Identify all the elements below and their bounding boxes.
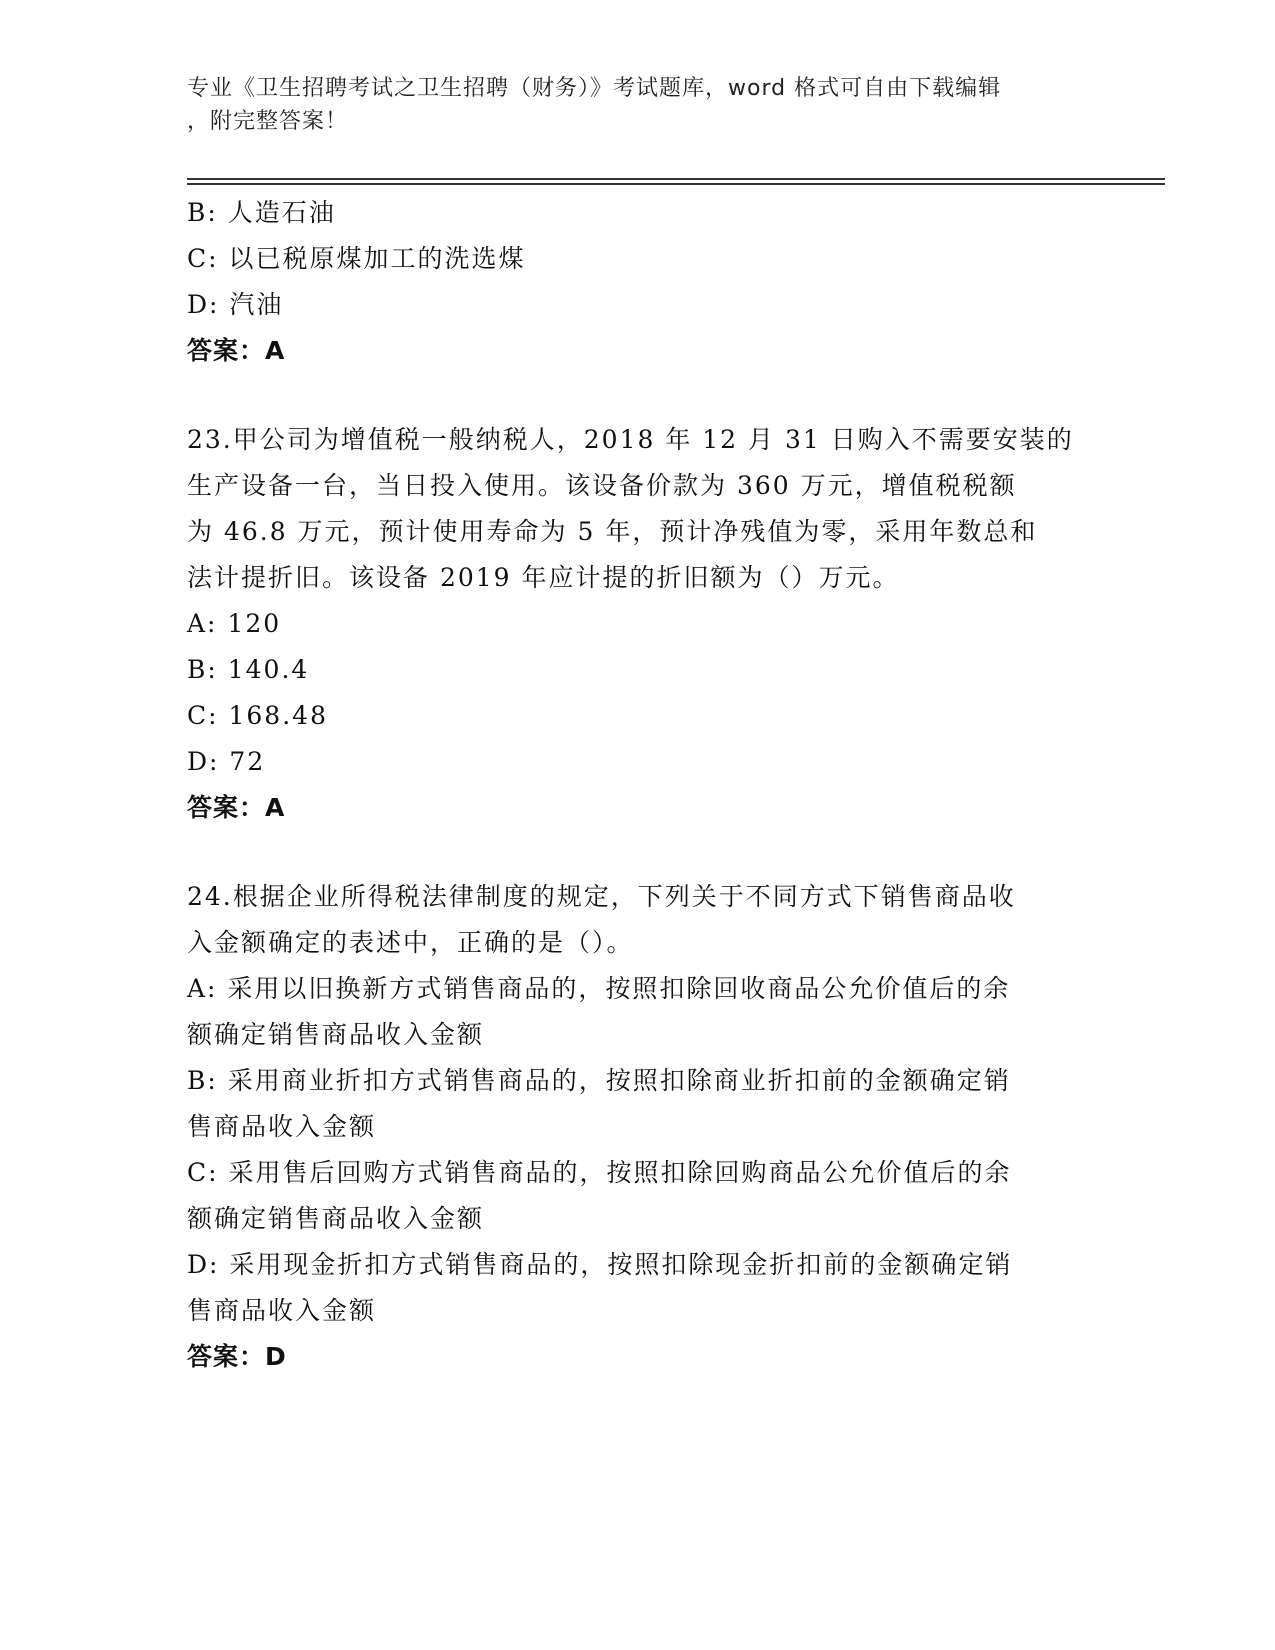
- option-c: C: 以已税原煤加工的洗选煤: [187, 244, 526, 273]
- spacer: [187, 374, 1087, 417]
- option-d: D: 72: [187, 747, 266, 776]
- header-line-1: 专业《卫生招聘考试之卫生招聘（财务）》考试题库，word 格式可自由下载编辑: [187, 76, 1002, 101]
- option-a: A: 120: [187, 609, 282, 638]
- option-d-line-2: 售商品收入金额: [187, 1296, 377, 1325]
- option-b-line-2: 售商品收入金额: [187, 1112, 377, 1141]
- option-b: B: 140.4: [187, 655, 310, 684]
- prev-question-block: [187, 190, 1087, 374]
- option-c: C: 168.48: [187, 701, 328, 730]
- option-a-line-1: A: 采用以旧换新方式销售商品的，按照扣除回收商品公允价值后的余: [187, 974, 1011, 1003]
- question-stem-line: 入金额确定的表述中，正确的是（）。: [187, 928, 634, 957]
- question-stem-line: 24.根据企业所得税法律制度的规定，下列关于不同方式下销售商品收: [187, 882, 1016, 911]
- spacer: [187, 831, 1087, 874]
- option-d-line-1: D: 采用现金折扣方式销售商品的，按照扣除现金折扣前的金额确定销: [187, 1250, 1013, 1279]
- header-line-2: ，附完整答案！: [187, 109, 349, 134]
- option-d: D: 汽油: [187, 290, 284, 319]
- option-c-line-1: C: 采用售后回购方式销售商品的，按照扣除回购商品公允价值后的余: [187, 1158, 1012, 1187]
- question-stem-line: 为 46.8 万元，预计使用寿命为 5 年，预计净残值为零，采用年数总和: [187, 517, 1038, 546]
- option-b-line-1: B: 采用商业折扣方式销售商品的，按照扣除商业折扣前的金额确定销: [187, 1066, 1011, 1095]
- answer-line: 答案：D: [187, 1342, 287, 1371]
- option-a-line-2: 额确定销售商品收入金额: [187, 1020, 485, 1049]
- answer-line: 答案：A: [187, 793, 286, 822]
- question-stem-line: 法计提折旧。该设备 2019 年应计提的折旧额为（）万元。: [187, 563, 900, 592]
- question-23: [187, 417, 1087, 831]
- option-b: B: 人造石油: [187, 198, 336, 227]
- question-stem-line: 23.甲公司为增值税一般纳税人，2018 年 12 月 31 日购入不需要安装的: [187, 425, 1074, 454]
- option-c-line-2: 额确定销售商品收入金额: [187, 1204, 485, 1233]
- header-divider-bottom: [187, 183, 1165, 185]
- header-divider-top: [187, 178, 1165, 180]
- document-header: [187, 72, 1087, 138]
- document-body: [187, 190, 1087, 1380]
- answer-line: 答案：A: [187, 336, 286, 365]
- question-24: [187, 874, 1087, 1380]
- question-stem-line: 生产设备一台，当日投入使用。该设备价款为 360 万元，增值税税额: [187, 471, 1017, 500]
